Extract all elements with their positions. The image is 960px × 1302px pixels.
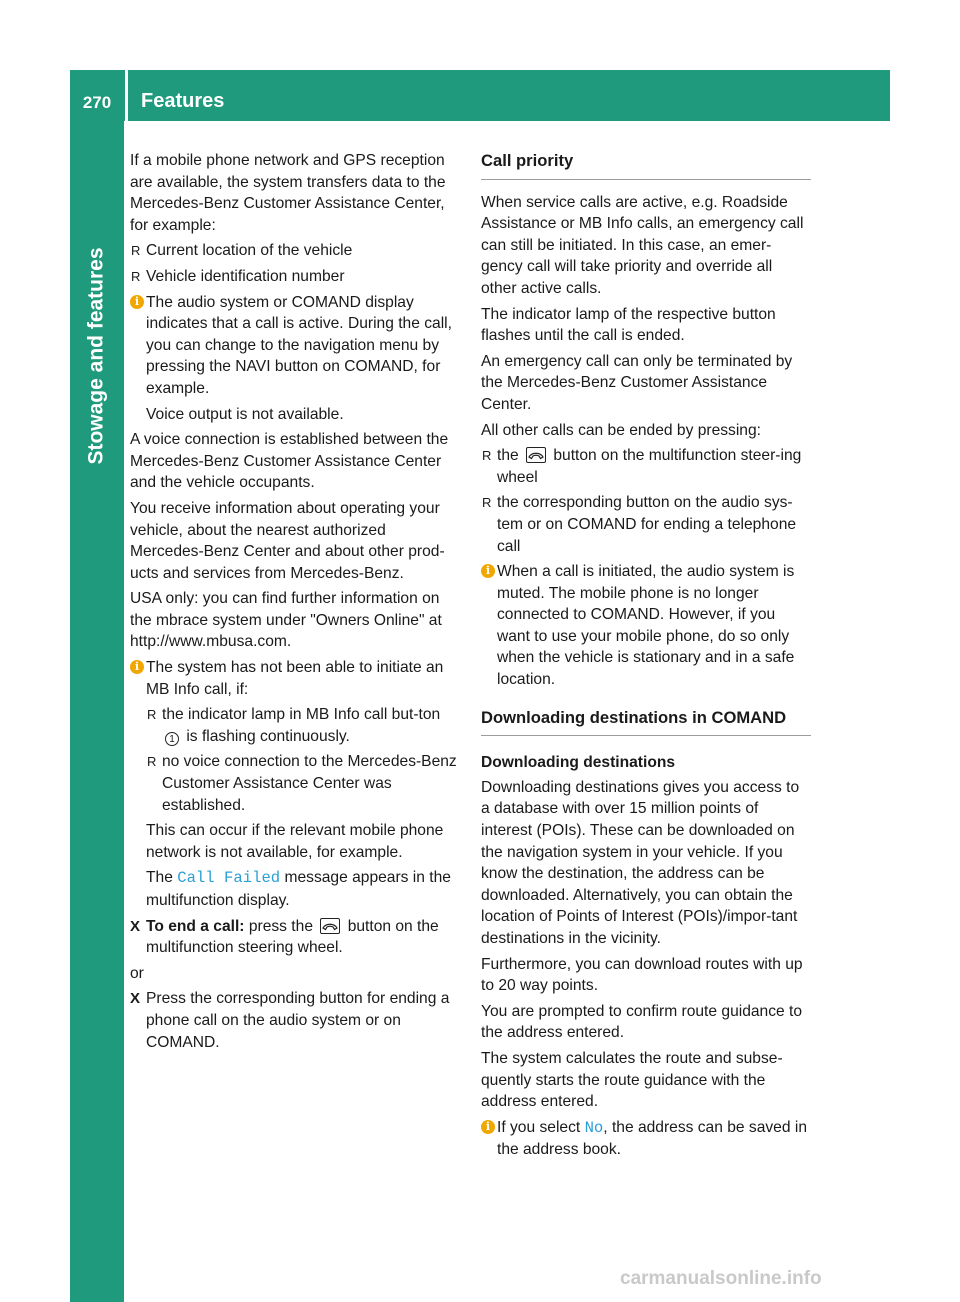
info-note xyxy=(130,292,460,426)
intro-paragraph: If a mobile phone network and GPS reception are available, the system transfers data to the Mercedes-Benz Customer Assistance Center, for example: xyxy=(130,152,446,234)
paragraph: USA only: you can find further information on the mbrace system under "Owners Online" at http://www.mbusa.com. xyxy=(130,590,442,651)
info-icon: i xyxy=(130,660,144,674)
instruction-step: X To end a call: press the button on the multifunction steering wheel. xyxy=(130,917,439,957)
left-column xyxy=(130,150,460,1057)
downloading-heading: Downloading destinations in COMAND xyxy=(481,707,811,737)
step-marker: X xyxy=(130,917,141,935)
paragraph: All other calls can be ended by pressing: xyxy=(481,421,761,439)
right-column xyxy=(481,150,811,1165)
note-text: When a call is initiated, the audio system is muted. The mobile phone is no longer connected to COMAND. However, if you want to use your mobile phone, do so only when the vehicle is stationary and in a safe location. xyxy=(497,563,795,689)
list-item: R no voice connection to the Mercedes-Benz Customer Assistance Center was established. xyxy=(146,751,460,816)
note-text: The Call Failed message appears in the multifunction display. xyxy=(146,869,451,909)
info-note xyxy=(481,1117,811,1161)
paragraph: When service calls are active, e.g. Roadside Assistance or MB Info calls, an emergency call can still be initiated. In this case, an emer-gency call will take priority and override all other active calls. xyxy=(481,193,804,297)
section-title: Features xyxy=(141,90,225,112)
display-message: Call Failed xyxy=(177,869,281,888)
note-text: Voice output is not available. xyxy=(146,405,344,423)
paragraph: You receive information about operating your vehicle, about the nearest authorized Mercedes-Benz Center and about other prod-ucts and services from Mercedes-Benz. xyxy=(130,499,445,582)
info-note xyxy=(130,657,460,912)
list-item: R the indicator lamp in MB Info call but-ton 1 is flashing continuously. xyxy=(146,704,460,747)
or-text: or xyxy=(130,964,144,982)
call-priority-heading: Call priority xyxy=(481,150,811,180)
step-label: To end a call: xyxy=(146,917,245,935)
side-tab-label xyxy=(70,121,124,591)
paragraph: A voice connection is established between the Mercedes-Benz Customer Assistance Center and the vehicle occupants. xyxy=(130,431,449,492)
instruction-step: X Press the corresponding button for ending a phone call on the audio system or on COMAND. xyxy=(130,990,450,1051)
list-item: R Current location of the vehicle xyxy=(130,240,460,262)
info-note xyxy=(481,561,811,691)
paragraph: The system calculates the route and subse-quently starts the route guidance with the address entered. xyxy=(481,1049,783,1111)
watermark: carmanualsonline.info xyxy=(620,1268,822,1289)
paragraph: Furthermore, you can download routes with up to 20 way points. xyxy=(481,955,803,995)
paragraph: You are prompted to confirm route guidance to the address entered. xyxy=(481,1002,803,1042)
display-option: No xyxy=(584,1118,604,1137)
note-text: The system has not been able to initiate an MB Info call, if: xyxy=(146,659,444,698)
paragraph: Downloading destinations gives you access to a database with over 15 million points of interest (POIs). These can be downloaded on the navigation system in your vehicle. If you know the destination, the address can be downloaded. Alternatively, you can obtain the location of Points of Interest (POIs)/impor-tant destinations in the vicinity. xyxy=(481,778,800,947)
info-icon: i xyxy=(481,1120,495,1134)
end-call-icon xyxy=(526,447,546,463)
side-tab-label-text: Stowage and features xyxy=(85,247,108,465)
list-item: R the button on the multifunction steer-ing wheel xyxy=(481,445,811,488)
note-text: The audio system or COMAND display indicates that a call is active. During the call, you can change to the navigation menu by pressing the NAVI button on COMAND, for example. xyxy=(146,293,452,397)
step-marker: X xyxy=(130,990,141,1008)
note-text: This can occur if the relevant mobile phone network is not available, for example. xyxy=(146,822,444,861)
end-call-icon xyxy=(320,918,340,934)
button-number-1-icon: 1 xyxy=(165,732,179,746)
list-item: R the corresponding button on the audio sys-tem or on COMAND for ending a telephone call xyxy=(481,492,811,557)
downloading-subheading: Downloading destinations xyxy=(481,754,676,772)
page-number: 270 xyxy=(82,92,112,112)
paragraph: The indicator lamp of the respective button flashes until the call is ended. xyxy=(481,305,776,345)
note-text: If you select No, the address can be saved in the address book. xyxy=(497,1118,807,1159)
list-item: R Vehicle identification number xyxy=(130,266,460,288)
paragraph: An emergency call can only be terminated by the Mercedes-Benz Customer Assistance Center. xyxy=(481,352,793,413)
info-icon: i xyxy=(481,564,495,578)
info-icon: i xyxy=(130,295,144,309)
header-divider xyxy=(125,70,128,121)
